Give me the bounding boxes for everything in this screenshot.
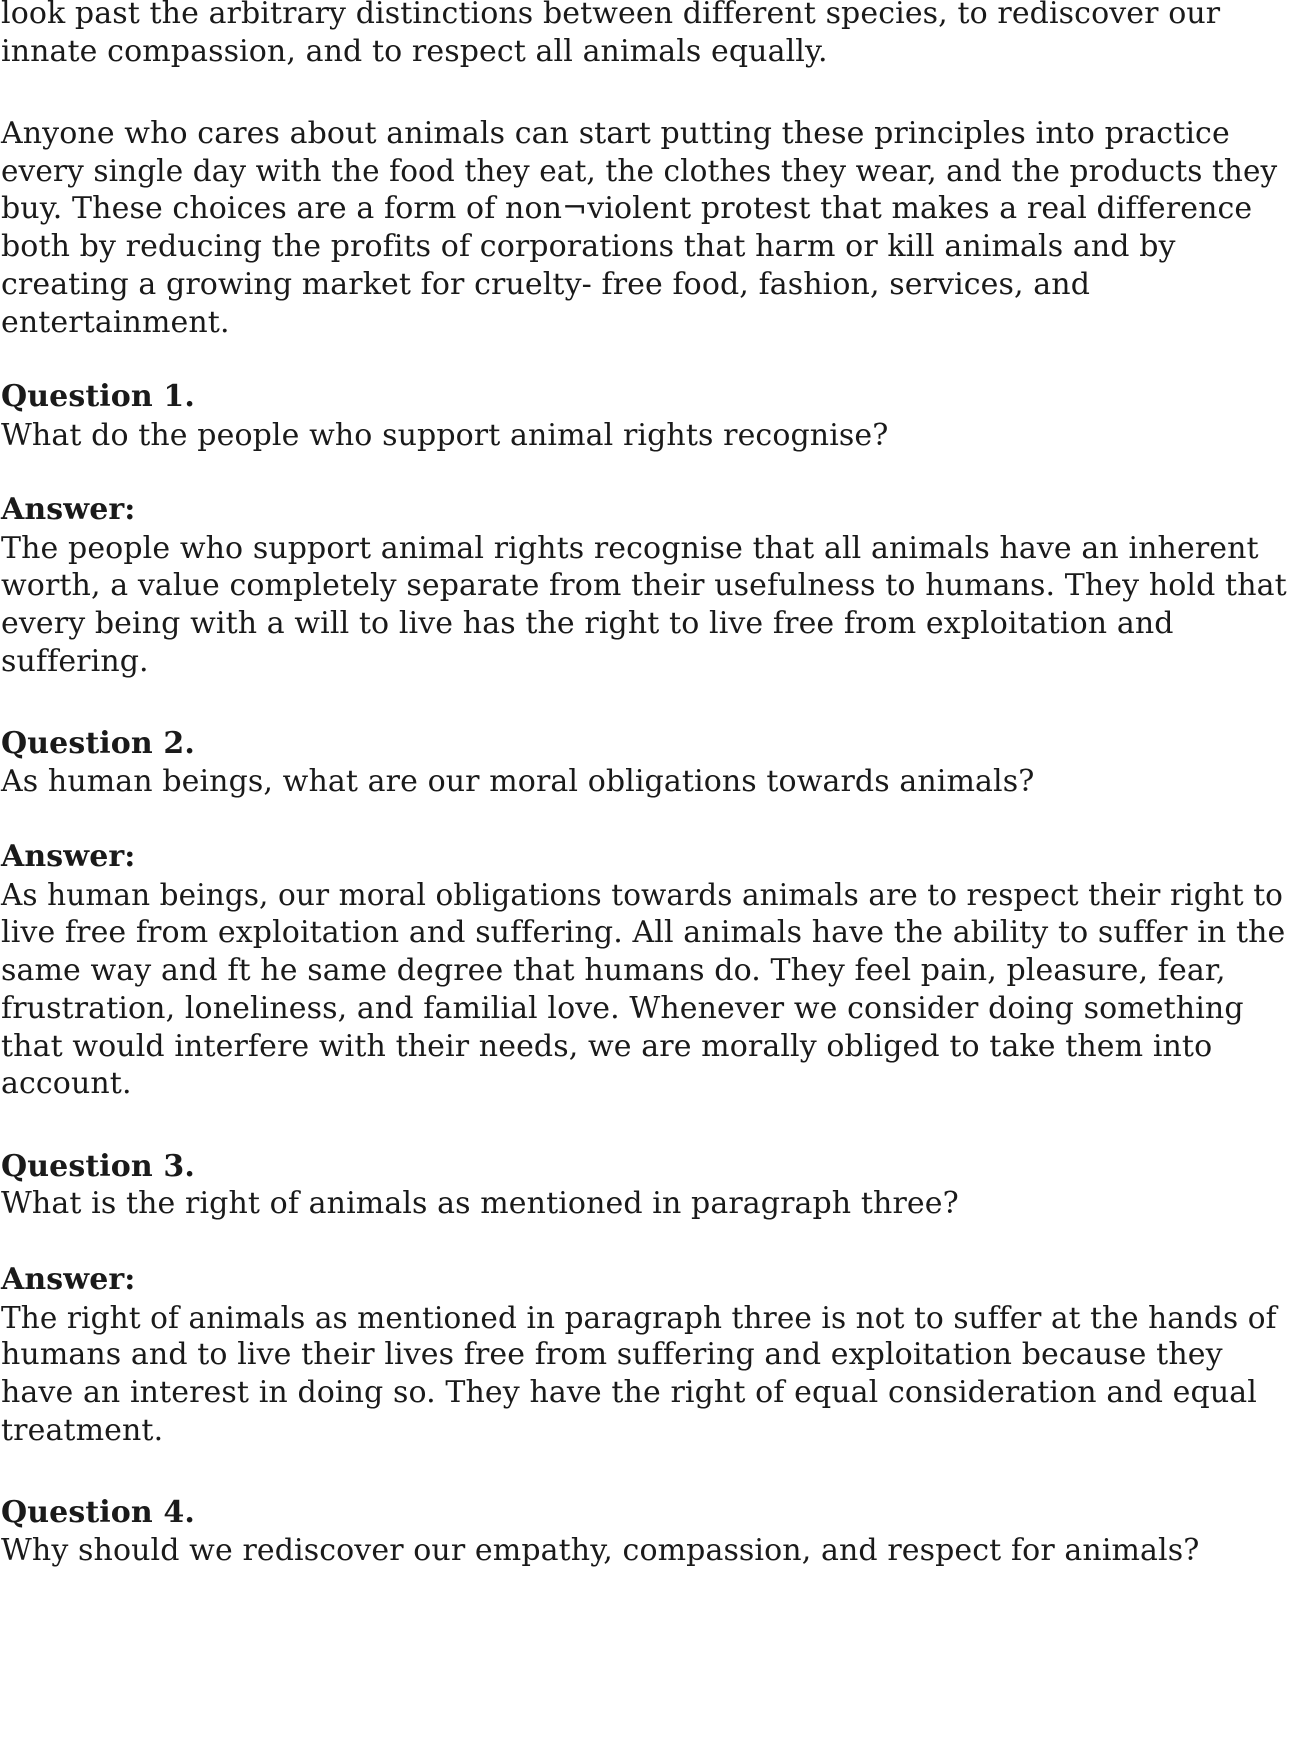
question-2-text: As human beings, what are our moral obligations towards animals?: [1, 764, 1035, 799]
answer-1-line: every being with a will to live has the right to live free from exploitation and: [1, 606, 1174, 641]
answer-3-line: The right of animals as mentioned in paragraph three is not to suffer at the hands of: [1, 1301, 1277, 1335]
answer-1-label: Answer:: [1, 492, 136, 527]
answer-1-line: suffering.: [1, 644, 149, 679]
paragraph-line: buy. These choices are a form of non¬violent protest that makes a real difference: [1, 191, 1253, 226]
answer-1-line: The people who support animal rights recognise that all animals have an inherent: [1, 531, 1259, 566]
answer-3-line: humans and to live their lives free from suffering and exploitation because they: [1, 1337, 1223, 1372]
answer-3-label: Answer:: [1, 1262, 136, 1297]
question-2-heading: Question 2.: [1, 726, 195, 761]
answer-2-line: frustration, loneliness, and familial love. Whenever we consider doing something: [1, 991, 1244, 1026]
answer-2-line: account.: [1, 1066, 132, 1101]
paragraph-line: every single day with the food they eat, the clothes they wear, and the products they: [1, 154, 1278, 188]
question-1-text: What do the people who support animal rights recognise?: [1, 418, 889, 453]
answer-1-line: worth, a value completely separate from their usefulness to humans. They hold that: [1, 568, 1287, 603]
question-3-heading: Question 3.: [1, 1149, 195, 1184]
question-4-heading: Question 4.: [1, 1495, 195, 1530]
answer-2-label: Answer:: [1, 839, 136, 874]
question-1-heading: Question 1.: [1, 379, 195, 414]
answer-2-line: same way and ft he same degree that humans do. They feel pain, pleasure, fear,: [1, 953, 1226, 988]
question-4-text: Why should we rediscover our empathy, compassion, and respect for animals?: [1, 1533, 1200, 1568]
paragraph-line: creating a growing market for cruelty- free food, fashion, services, and: [1, 267, 1091, 302]
paragraph-line: both by reducing the profits of corporations that harm or kill animals and by: [1, 229, 1176, 264]
answer-2-line: live free from exploitation and suffering. All animals have the ability to suffer in the: [1, 915, 1286, 950]
answer-2-line: that would interfere with their needs, we are morally obliged to take them into: [1, 1029, 1213, 1064]
question-3-text: What is the right of animals as mentioned in paragraph three?: [1, 1186, 959, 1221]
answer-2-line: As human beings, our moral obligations towards animals are to respect their right to: [1, 878, 1284, 912]
intro-line: innate compassion, and to respect all animals equally.: [1, 34, 828, 69]
answer-3-line: treatment.: [1, 1413, 164, 1448]
answer-3-line: have an interest in doing so. They have the right of equal consideration and equal: [1, 1375, 1257, 1410]
intro-line: look past the arbitrary distinctions between different species, to rediscover our: [1, 0, 1221, 31]
paragraph-line: entertainment.: [1, 305, 230, 340]
paragraph-line: Anyone who cares about animals can start putting these principles into practice: [1, 116, 1230, 151]
